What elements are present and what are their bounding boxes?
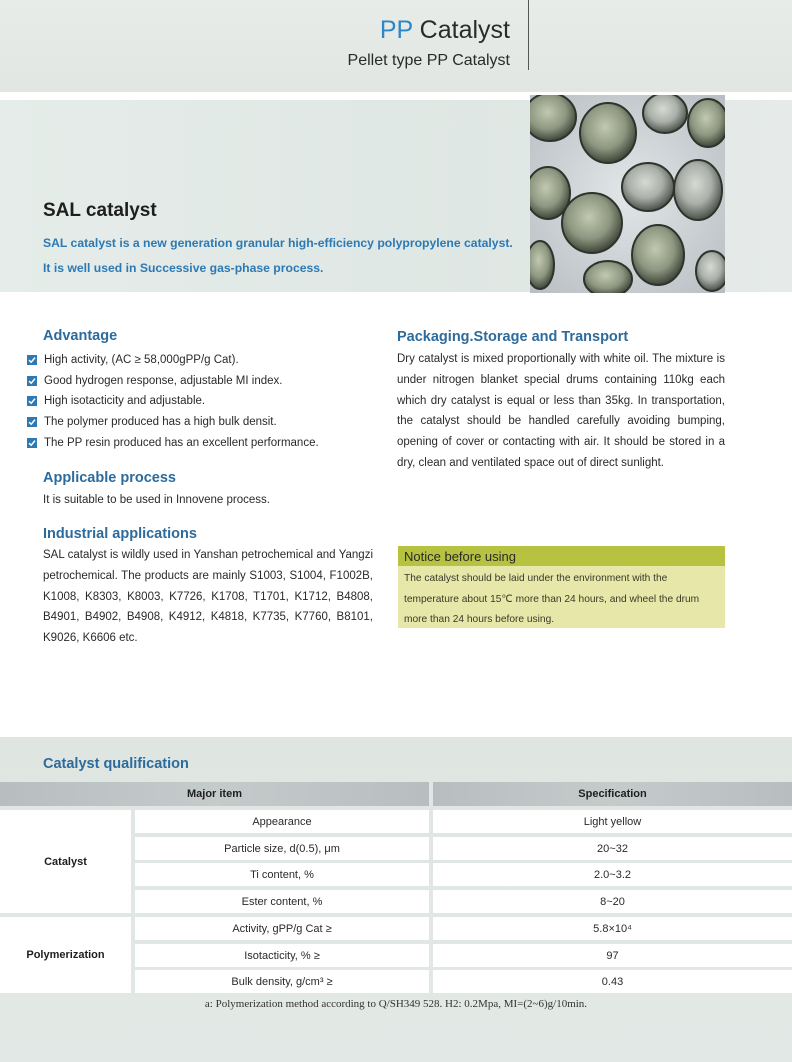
checkbox-checked-icon — [27, 355, 37, 365]
packaging-title: Packaging.Storage and Transport — [397, 329, 629, 345]
advantage-list — [27, 350, 387, 453]
table-cell-spec: 8~20 — [433, 890, 792, 913]
page-title-accent: PP — [379, 16, 413, 44]
advantage-item-text: High activity, (AC ≥ 58,000gPP/g Cat). — [44, 354, 239, 367]
group-cell-polymerization: Polymerization — [0, 917, 131, 993]
applicable-title: Applicable process — [43, 470, 176, 486]
applicable-text: It is suitable to be used in Innovene process. — [43, 494, 270, 506]
advantage-item — [27, 432, 387, 453]
table-cell-item: Appearance — [135, 810, 429, 833]
table-cell-item: Ester content, % — [135, 890, 429, 913]
checkbox-checked-icon — [27, 396, 37, 406]
advantage-item — [27, 391, 387, 412]
industrial-title: Industrial applications — [43, 526, 197, 542]
industrial-text: SAL catalyst is wildly used in Yanshan petrochemical and Yangzi petrochemical. The products are mainly S1003, S1004, F1002B, K1008, K8303, K8003, K7726, K1708, T1701, K1712, B4808, B4901, B4902, B4908, K4912, K4818, K7735, K7760, B8101, K9026, K6606 etc. — [43, 549, 373, 645]
notice-box — [398, 546, 725, 628]
table-cell-item: Ti content, % — [135, 863, 429, 886]
advantage-item-text: High isotacticity and adjustable. — [44, 395, 206, 408]
advantage-item — [27, 371, 387, 392]
checkbox-checked-icon — [27, 376, 37, 386]
page-title-rest: Catalyst — [412, 16, 510, 44]
qualification-title: Catalyst qualification — [43, 756, 189, 772]
advantage-item-text: Good hydrogen response, adjustable MI index. — [44, 374, 283, 387]
notice-title: Notice before using — [398, 546, 725, 566]
advantage-item — [27, 412, 387, 433]
table-header-major-item: Major item — [0, 782, 429, 806]
hero-description: SAL catalyst is a new generation granular high-efficiency polypropylene catalyst. It is well used in Successive gas-phase process. — [43, 236, 513, 275]
table-footnote: a: Polymerization method according to Q/SH349 528. H2: 0.2Mpa, MI=(2~6)g/10min. — [204, 998, 588, 1010]
table-cell-item: Isotacticity, % ≥ — [135, 944, 429, 967]
page-header — [0, 0, 792, 92]
checkbox-checked-icon — [27, 417, 37, 427]
table-cell-spec: 20~32 — [433, 837, 792, 860]
header-divider — [528, 0, 529, 70]
table-cell-spec: 5.8×10⁴ — [433, 917, 792, 940]
advantage-item-text: The polymer produced has a high bulk densit. — [44, 416, 277, 429]
table-cell-item: Bulk density, g/cm³ ≥ — [135, 970, 429, 993]
checkbox-checked-icon — [27, 438, 37, 448]
table-cell-spec: 2.0~3.2 — [433, 863, 792, 886]
table-cell-spec: 0.43 — [433, 970, 792, 993]
notice-text: The catalyst should be laid under the environment with the temperature about 15℃ more than 24 hours, and wheel the drum more than 24 hours before using. — [404, 573, 700, 625]
page-subtitle: Pellet type PP Catalyst — [347, 52, 510, 69]
table-cell-item: Activity, gPP/g Cat ≥ — [135, 917, 429, 940]
table-cell-spec: 97 — [433, 944, 792, 967]
packaging-text: Dry catalyst is mixed proportionally with white oil. The mixture is under nitrogen blanket special drums containing 110kg each which dry catalyst is equal or less than 35kg. In transportation, the catalyst should be handled carefully avoiding bumping, opening of cover or contacting with air. It should be stored in a dry, clean and ventilated space out of direct sunlight. — [397, 353, 725, 469]
group-cell-catalyst: Catalyst — [0, 810, 131, 913]
table-cell-item: Particle size, d(0.5), μm — [135, 837, 429, 860]
table-header-specification: Specification — [433, 782, 792, 806]
advantage-item — [27, 350, 387, 371]
table-cell-spec: Light yellow — [433, 810, 792, 833]
catalyst-micrograph — [530, 95, 725, 293]
advantage-item-text: The PP resin produced has an excellent performance. — [44, 436, 319, 449]
page-title — [380, 16, 510, 45]
hero-title: SAL catalyst — [43, 200, 157, 221]
advantage-title: Advantage — [43, 328, 118, 344]
